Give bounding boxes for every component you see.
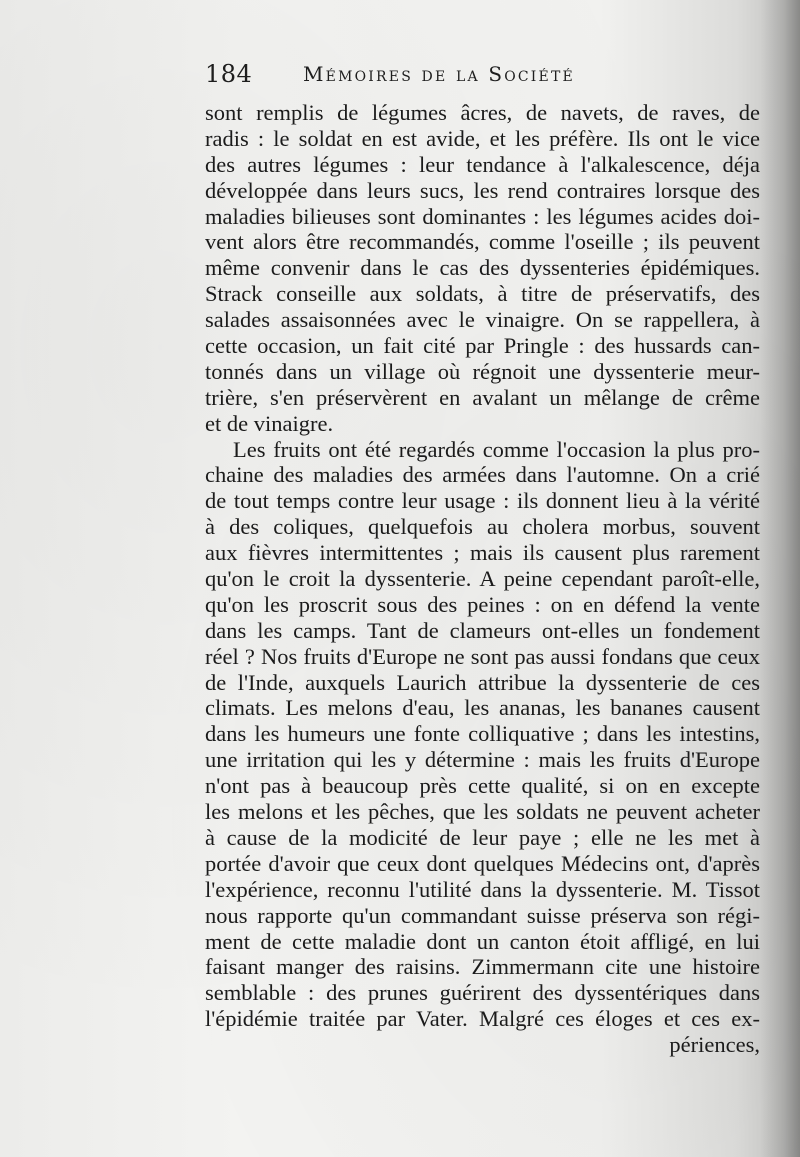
text-line: à cause de la modicité de leur paye ; elle ne les met à	[205, 824, 760, 850]
body-text	[205, 100, 760, 1058]
text-line: ment de cette maladie dont un canton étoit affligé, en lui	[205, 928, 760, 954]
running-header	[205, 60, 685, 98]
text-line: et de vinaigre.	[205, 410, 334, 436]
text-line: n'ont pas à beaucoup près cette qualité, si on en excepte	[205, 773, 760, 799]
page-curl-shadow	[760, 0, 800, 1157]
text-line: tonnés dans un village où régnoit une dyssenterie meur-	[205, 358, 760, 384]
text-line: portée d'avoir que ceux dont quelques Médecins ont, d'après	[205, 850, 760, 876]
text-line: des autres légumes : leur tendance à l'alkalescence, déja	[205, 151, 760, 177]
page-number: 184	[205, 60, 253, 88]
text-line: réel ? Nos fruits d'Europe ne sont pas aussi fondans que ceux	[205, 643, 760, 669]
text-line: qu'on le croit la dyssenterie. A peine cependant paroît-elle,	[205, 566, 760, 592]
text-line: dans les humeurs une fonte colliquative ; dans les intestins,	[205, 721, 760, 747]
text-line: chaine des maladies des armées dans l'automne. On a crié	[205, 462, 760, 488]
text-line: maladies bilieuses sont dominantes : les légumes acides doi-	[205, 203, 760, 229]
text-line: Strack conseille aux soldats, à titre de préservatifs, des	[205, 281, 760, 307]
text-line: cette occasion, un fait cité par Pringle : des hussards can-	[205, 333, 760, 359]
text-line: développée dans leurs sucs, les rend contraires lorsque des	[205, 177, 760, 203]
text-line: qu'on les proscrit sous des peines : on en défend la vente	[205, 591, 760, 617]
text-line: sont remplis de légumes âcres, de navets, de raves, de	[205, 100, 760, 125]
text-line: radis : le soldat en est avide, et les préfère. Ils ont le vice	[205, 125, 760, 151]
text-line: semblable : des prunes guérirent des dyssentériques dans	[205, 980, 760, 1006]
running-title: Mémoires de la Société	[303, 62, 575, 86]
text-line: nous rapporte qu'un commandant suisse préserva son régi-	[205, 902, 760, 928]
text-line: dans les camps. Tant de clameurs ont-elles un fondement	[205, 617, 760, 643]
text-line: l'épidémie traitée par Vater. Malgré ces éloges et ces ex-	[205, 1006, 760, 1032]
text-line: trière, s'en préservèrent en avalant un mêlange de crême	[205, 384, 760, 410]
text-line: une irritation qui les y détermine : mais les fruits d'Europe	[205, 747, 760, 773]
text-line: les melons et les pêches, que les soldats ne peuvent acheter	[205, 799, 760, 825]
text-line: salades assaisonnées avec le vinaigre. On se rappellera, à	[205, 307, 760, 333]
text-line: de tout temps contre leur usage : ils donnent lieu à la vérité	[205, 488, 760, 514]
text-line: à des coliques, quelquefois au cholera morbus, souvent	[205, 514, 760, 540]
text-line: même convenir dans le cas des dyssenteries épidémiques.	[205, 255, 760, 281]
text-line: faisant manger des raisins. Zimmermann cite une histoire	[205, 954, 760, 980]
text-line: périences,	[669, 1032, 760, 1058]
text-line: climats. Les melons d'eau, les ananas, les bananes causent	[205, 695, 760, 721]
text-line: l'expérience, reconnu l'utilité dans la dyssenterie. M. Tissot	[205, 876, 760, 902]
text-line: de l'Inde, auxquels Laurich attribue la dyssenterie de ces	[205, 669, 760, 695]
text-line: vent alors être recommandés, comme l'oseille ; ils peuvent	[205, 229, 760, 255]
text-line: aux fièvres intermittentes ; mais ils causent plus rarement	[205, 540, 760, 566]
text-line: Les fruits ont été regardés comme l'occasion la plus pro-	[233, 436, 760, 462]
